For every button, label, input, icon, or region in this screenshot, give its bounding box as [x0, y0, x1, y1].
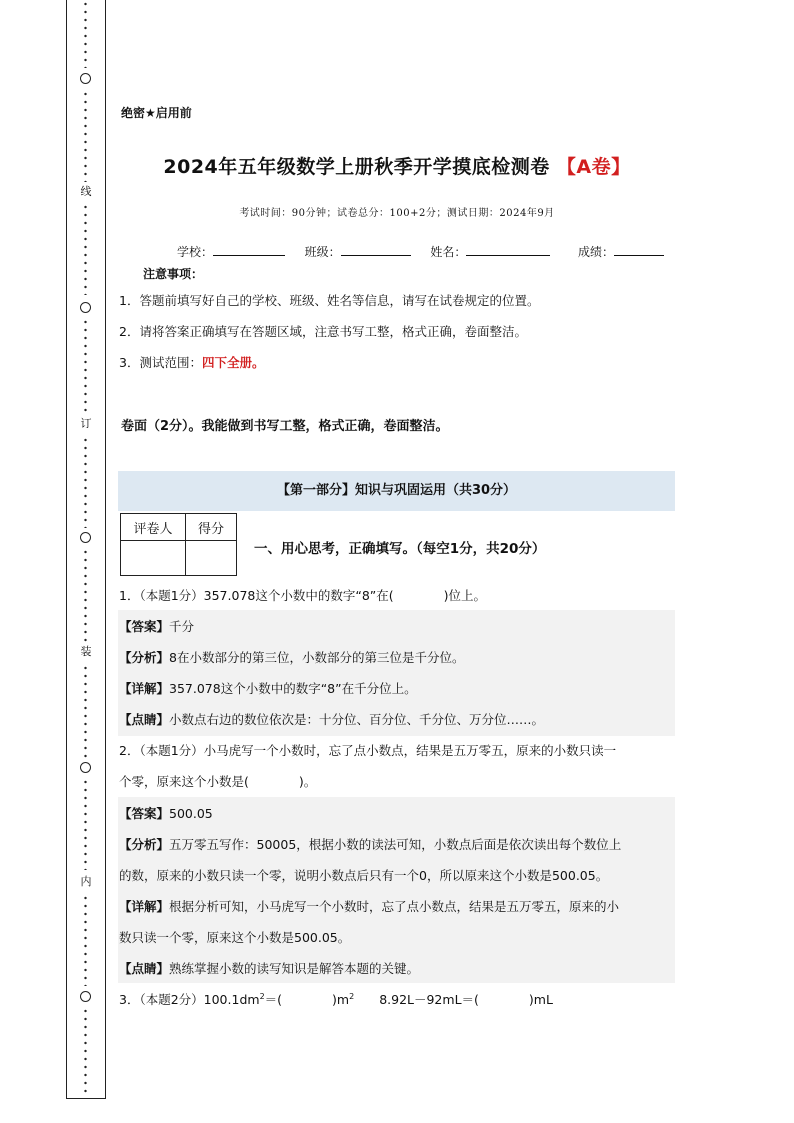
analysis-text: 五万零五写作：50005，根据小数的读法可知，小数点后面是依次读出每个数位上 — [169, 837, 622, 852]
q2-answer — [119, 804, 679, 822]
point-text: 小数点右边的数位依次是：十分位、百分位、千分位、万分位……。 — [169, 712, 545, 727]
binding-label-inner: 内 — [80, 875, 92, 888]
q2-solution-block — [118, 797, 675, 983]
q3-part-b: ＝( )m — [264, 992, 350, 1007]
q1-answer — [119, 617, 679, 635]
exam-meta: 考试时间：90分钟；试卷总分：100+2分；测试日期：2024年9月 — [239, 208, 555, 219]
q1-point — [119, 710, 679, 728]
q2-point — [119, 959, 679, 977]
q3-part-a: 3．（本题2分）100.1dm — [119, 992, 260, 1007]
question-1-stem: 1．（本题1分）357.078这个小数中的数字“8”在( )位上。 — [119, 588, 487, 603]
class-label: 班级： — [304, 245, 341, 259]
score-field[interactable] — [614, 243, 664, 256]
q2-analysis-line1 — [119, 835, 679, 853]
notice-item-3 — [119, 353, 264, 371]
confidential-mark: 绝密★启用前 — [121, 106, 192, 120]
grader-header: 评卷人 — [121, 514, 186, 541]
dotted-line — [84, 1007, 87, 1093]
question-3-stem — [119, 990, 679, 1008]
q2-analysis-line2: 的数，原来的小数只读一个零，说明小数点后只有一个0，所以原来这个小数是500.05。 — [119, 868, 609, 883]
grading-table — [120, 513, 237, 576]
section-one-title: 一、用心思考，正确填写。（每空1分，共20分） — [254, 541, 546, 557]
q2-detail-line2: 数只读一个零，原来这个小数是500.05。 — [119, 930, 351, 945]
answer-label: 【答案】 — [119, 806, 170, 821]
point-label: 【点睛】 — [119, 961, 170, 976]
analysis-label: 【分析】 — [119, 650, 170, 665]
analysis-label: 【分析】 — [119, 837, 170, 852]
part-one-banner: 【第一部分】知识与巩固运用（共30分） — [118, 471, 675, 511]
question-2-stem-line2: 个零，原来这个小数是( )。 — [119, 774, 317, 789]
binding-circle — [80, 762, 92, 773]
q3-exponent-2: 2 — [349, 991, 355, 1001]
dotted-line — [84, 664, 87, 758]
dotted-line — [84, 778, 87, 870]
answer-text: 500.05 — [169, 806, 213, 821]
student-info-row — [177, 243, 664, 260]
title-tag: 【A卷】 — [556, 156, 631, 178]
question-2-stem-line1: 2．（本题1分）小马虎写一个小数时，忘了点小数点，结果是五万零五，原来的小数只读一 — [119, 743, 617, 758]
answer-label: 【答案】 — [119, 619, 170, 634]
binding-label-order: 订 — [80, 417, 92, 430]
exam-title — [0, 152, 794, 179]
dotted-line — [84, 436, 87, 528]
detail-label: 【详解】 — [119, 899, 170, 914]
q3-exponent-1: 2 — [259, 991, 265, 1001]
dotted-line — [84, 318, 87, 412]
name-label: 姓名： — [430, 245, 467, 259]
analysis-text: 8在小数部分的第三位，小数部分的第三位是千分位。 — [169, 650, 465, 665]
dotted-line — [84, 894, 87, 986]
q1-analysis — [119, 648, 679, 666]
detail-text: 357.078这个小数中的数字“8”在千分位上。 — [169, 681, 417, 696]
binding-circle — [80, 991, 92, 1002]
binding-circle — [80, 73, 92, 84]
detail-text: 根据分析可知，小马虎写一个小数时，忘了点小数点，结果是五万零五，原来的小 — [169, 899, 620, 914]
binding-label-line: 线 — [80, 185, 92, 198]
notice-title: 注意事项： — [143, 267, 204, 281]
grader-cell[interactable] — [121, 541, 186, 576]
notice-item-3-text: 3．测试范围： — [119, 355, 202, 370]
dotted-line — [84, 0, 87, 68]
school-label: 学校： — [177, 245, 214, 259]
q2-detail-line1 — [119, 897, 679, 915]
score-cell[interactable] — [186, 541, 237, 576]
q3-part-c: 8.92L－92mL＝( )mL — [354, 992, 553, 1007]
score-header: 得分 — [186, 514, 237, 541]
title-main: 2024年五年级数学上册秋季开学摸底检测卷 — [163, 156, 550, 178]
score-label: 成绩： — [578, 245, 615, 259]
binding-label-bind: 装 — [80, 645, 92, 658]
dotted-line — [84, 548, 87, 642]
notice-item-2: 2．请将答案正确填写在答题区域，注意书写工整，格式正确，卷面整洁。 — [119, 324, 527, 339]
class-field[interactable] — [341, 243, 411, 256]
point-label: 【点睛】 — [119, 712, 170, 727]
answer-text: 千分 — [169, 619, 195, 634]
name-field[interactable] — [466, 243, 550, 256]
q1-detail — [119, 679, 679, 697]
point-text: 熟练掌握小数的读写知识是解答本题的关键。 — [169, 961, 420, 976]
notice-item-1: 1．答题前填写好自己的学校、班级、姓名等信息，请写在试卷规定的位置。 — [119, 293, 540, 308]
binding-circle — [80, 532, 92, 543]
detail-label: 【详解】 — [119, 681, 170, 696]
school-field[interactable] — [213, 243, 285, 256]
test-range: 四下全册。 — [201, 355, 265, 370]
binding-circle — [80, 302, 92, 313]
neatness-statement: 卷面（2分）。我能做到书写工整，格式正确，卷面整洁。 — [121, 419, 449, 434]
